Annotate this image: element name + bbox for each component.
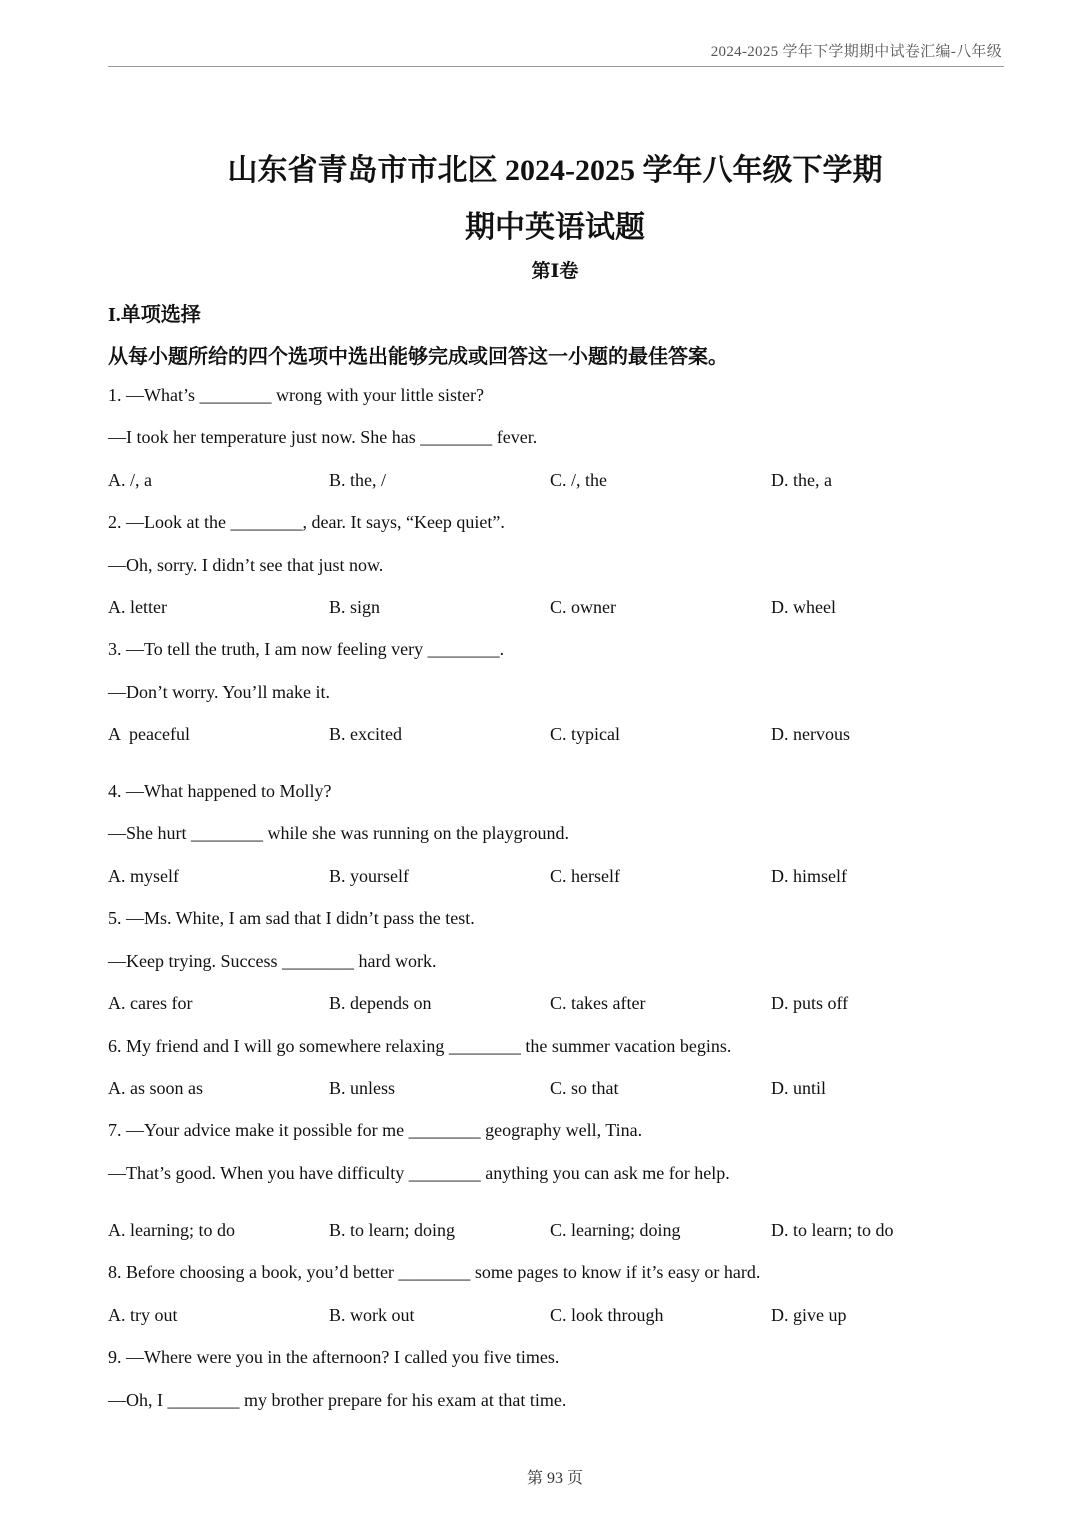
- question-1-option-d: D. the, a: [771, 470, 832, 490]
- question-4-option-a: A. myself: [108, 866, 179, 886]
- question-3-option-c: C. typical: [550, 724, 620, 744]
- section-instruction: 从每小题所给的四个选项中选出能够完成或回答这一小题的最佳答案。: [108, 346, 728, 368]
- header-divider: [108, 66, 1004, 67]
- question-5-option-a: A. cares for: [108, 993, 193, 1013]
- question-1-line-2: —I took her temperature just now. She has ________ fever.: [108, 427, 538, 447]
- document-title-line1: 山东省青岛市市北区 2024-2025 学年八年级下学期: [227, 154, 883, 187]
- question-3-option-d: D. nervous: [771, 724, 850, 744]
- question-4-option-c: C. herself: [550, 866, 620, 886]
- question-6-option-a: A. as soon as: [108, 1078, 203, 1098]
- question-7-line-1: 7. —Your advice make it possible for me ________ geography well, Tina.: [108, 1120, 643, 1140]
- question-4-option-b: B. yourself: [329, 866, 409, 886]
- question-2-option-a: A. letter: [108, 597, 167, 617]
- question-3-option-a: A peaceful: [108, 724, 190, 744]
- question-7-option-b: B. to learn; doing: [329, 1220, 455, 1240]
- question-4-line-1: 4. —What happened to Molly?: [108, 781, 332, 801]
- question-4-line-2: —She hurt ________ while she was running on the playground.: [108, 823, 569, 843]
- document-title-line2: 期中英语试题: [465, 211, 645, 244]
- question-5-option-d: D. puts off: [771, 993, 849, 1013]
- question-9-line-1: 9. —Where were you in the afternoon? I called you five times.: [108, 1347, 560, 1367]
- question-5-line-1: 5. —Ms. White, I am sad that I didn’t pass the test.: [108, 908, 475, 928]
- question-6-option-b: B. unless: [329, 1078, 396, 1098]
- question-9-line-2: —Oh, I ________ my brother prepare for his exam at that time.: [108, 1390, 567, 1410]
- question-1-option-a: A. /, a: [108, 470, 152, 490]
- question-3-line-2: —Don’t worry. You’ll make it.: [108, 682, 330, 702]
- section-heading: I.单项选择: [108, 304, 201, 326]
- question-6-option-d: D. until: [771, 1078, 827, 1098]
- question-8-option-d: D. give up: [771, 1305, 847, 1325]
- question-1-option-c: C. /, the: [550, 470, 607, 490]
- question-4-option-d: D. himself: [771, 866, 847, 886]
- question-8-option-a: A. try out: [108, 1305, 178, 1325]
- volume-label: 第Ⅰ卷: [531, 261, 579, 282]
- question-7-line-2: —That’s good. When you have difficulty ________ anything you can ask me for help.: [108, 1163, 730, 1183]
- question-1-line-1: 1. —What’s ________ wrong with your little sister?: [108, 385, 484, 405]
- question-8-option-c: C. look through: [550, 1305, 664, 1325]
- question-2-line-2: —Oh, sorry. I didn’t see that just now.: [108, 555, 384, 575]
- question-5-option-c: C. takes after: [550, 993, 646, 1013]
- question-7-option-a: A. learning; to do: [108, 1220, 235, 1240]
- question-6-line-1: 6. My friend and I will go somewhere relaxing ________ the summer vacation begins.: [108, 1036, 732, 1056]
- question-6-option-c: C. so that: [550, 1078, 619, 1098]
- question-2-option-b: B. sign: [329, 597, 381, 617]
- question-3-option-b: B. excited: [329, 724, 402, 744]
- question-8-option-b: B. work out: [329, 1305, 415, 1325]
- page-number: 第 93 页: [526, 1470, 583, 1487]
- question-5-option-b: B. depends on: [329, 993, 432, 1013]
- question-7-option-d: D. to learn; to do: [771, 1220, 894, 1240]
- running-header: 2024-2025 学年下学期期中试卷汇编-八年级: [710, 44, 1002, 60]
- question-3-line-1: 3. —To tell the truth, I am now feeling very ________.: [108, 639, 505, 659]
- question-5-line-2: —Keep trying. Success ________ hard work.: [108, 951, 437, 971]
- question-8-line-1: 8. Before choosing a book, you’d better ________ some pages to know if it’s easy or hard.: [108, 1262, 761, 1282]
- question-7-option-c: C. learning; doing: [550, 1220, 681, 1240]
- question-2-option-d: D. wheel: [771, 597, 836, 617]
- question-2-option-c: C. owner: [550, 597, 616, 617]
- question-1-option-b: B. the, /: [329, 470, 386, 490]
- question-2-line-1: 2. —Look at the ________, dear. It says, “Keep quiet”.: [108, 512, 505, 532]
